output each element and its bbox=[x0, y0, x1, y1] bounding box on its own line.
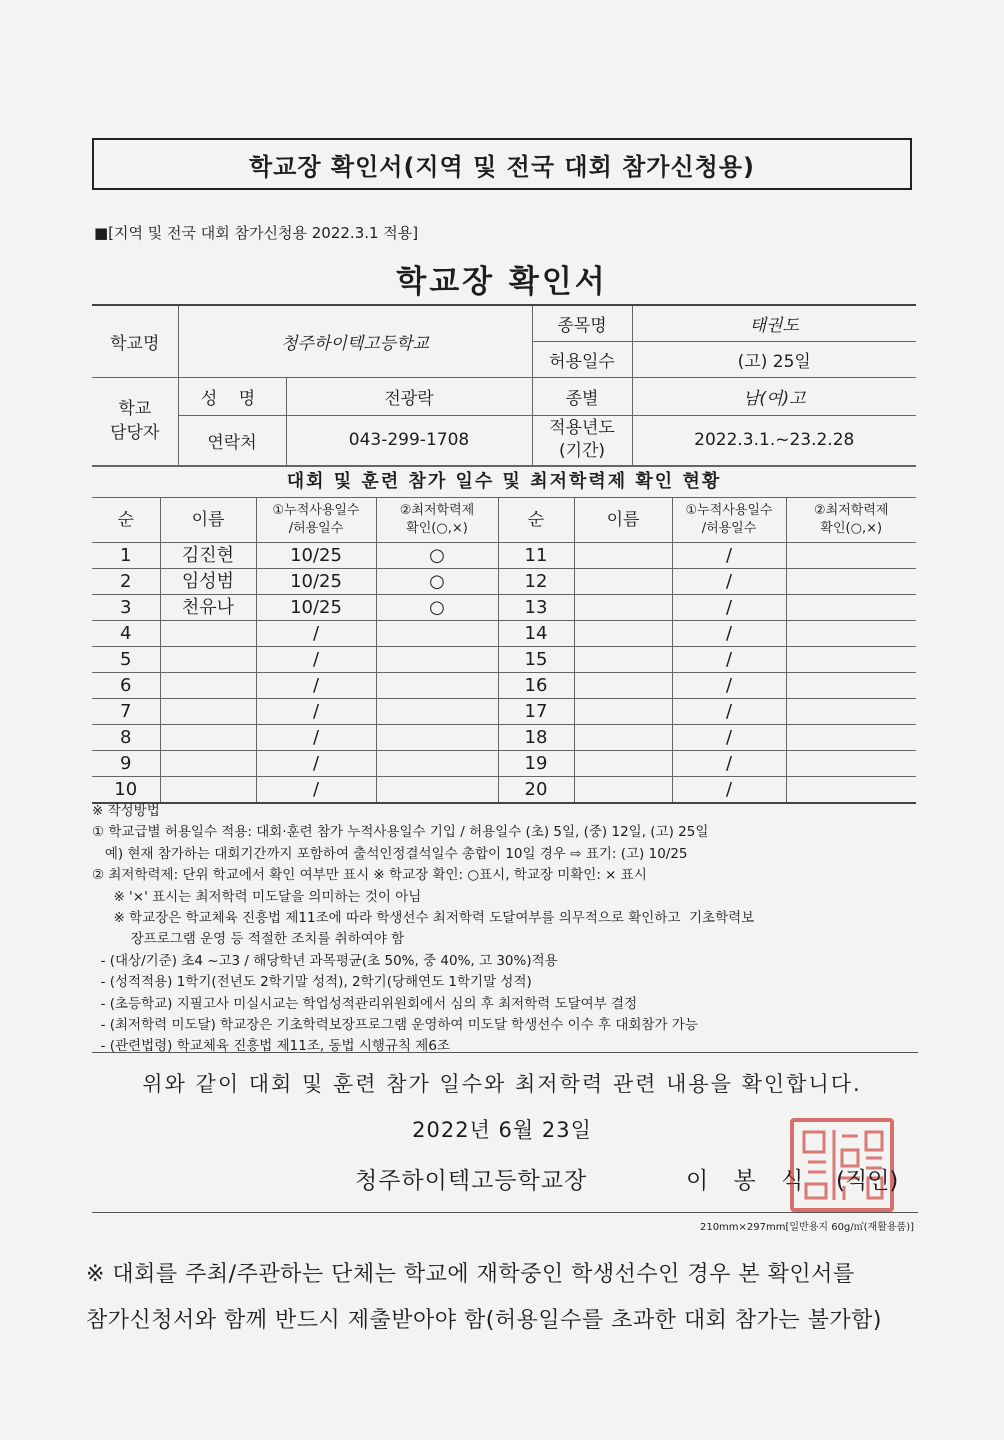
row-check bbox=[376, 751, 498, 777]
row-check: ○ bbox=[376, 595, 498, 621]
manager-name-label: 성 명 bbox=[178, 377, 286, 415]
row-no: 2 bbox=[92, 569, 160, 595]
row-check bbox=[376, 673, 498, 699]
row-days: / bbox=[256, 751, 376, 777]
instruction-line: - (성적적용) 1학기(전년도 2학기말 성적), 2학기(당해연도 1학기말 성적) bbox=[92, 974, 532, 991]
table-row bbox=[92, 673, 916, 699]
row-no: 11 bbox=[498, 543, 574, 569]
row-days: / bbox=[672, 647, 786, 673]
row-name bbox=[160, 647, 256, 673]
table-row bbox=[92, 569, 916, 595]
row-check: ○ bbox=[376, 569, 498, 595]
row-days: / bbox=[256, 777, 376, 804]
row-days: / bbox=[672, 673, 786, 699]
row-name: 김진현 bbox=[160, 543, 256, 569]
contact-label: 연락처 bbox=[178, 415, 286, 465]
table-row bbox=[92, 647, 916, 673]
seal-label: (직인) bbox=[836, 1168, 899, 1194]
row-days: / bbox=[672, 569, 786, 595]
col-days-header: ①누적사용일수 /허용일수 bbox=[256, 498, 376, 543]
sport-label: 종목명 bbox=[532, 305, 632, 341]
instruction-line: - (대상/기준) 초4 ~고3 / 해당학년 과목평균(초 50%, 중 40%, 고 30%)적용 bbox=[92, 952, 558, 969]
row-name: 천유나 bbox=[160, 595, 256, 621]
row-check bbox=[786, 777, 916, 804]
instruction-line: - (최저학력 미도달) 학교장은 기초학력보장프로그램 운영하여 미도달 학생선수 이수 후 대회참가 가능 bbox=[92, 1017, 698, 1034]
table-row bbox=[92, 543, 916, 569]
col-no-header: 순 bbox=[498, 498, 574, 543]
gender-value: 남(여)고 bbox=[632, 377, 916, 415]
manager-label: 학교 담당자 bbox=[92, 377, 178, 465]
col-no-header: 순 bbox=[92, 498, 160, 543]
principal-title: 청주하이텍고등학교장 bbox=[355, 1168, 588, 1194]
row-name bbox=[160, 621, 256, 647]
row-check bbox=[786, 673, 916, 699]
row-no: 9 bbox=[92, 751, 160, 777]
table-row bbox=[92, 751, 916, 777]
col-check-header: ②최저학력제 확인(○,×) bbox=[786, 498, 916, 543]
row-name: 임성범 bbox=[160, 569, 256, 595]
table-row bbox=[92, 699, 916, 725]
row-days: / bbox=[672, 595, 786, 621]
gender-label: 종별 bbox=[532, 377, 632, 415]
table-row bbox=[92, 725, 916, 751]
row-check bbox=[786, 699, 916, 725]
table-row bbox=[92, 777, 916, 804]
row-check bbox=[786, 751, 916, 777]
row-days: 10/25 bbox=[256, 595, 376, 621]
manager-name-value: 전광락 bbox=[286, 377, 532, 415]
row-days: / bbox=[256, 673, 376, 699]
row-check bbox=[786, 621, 916, 647]
row-check bbox=[376, 621, 498, 647]
row-no: 3 bbox=[92, 595, 160, 621]
row-no: 13 bbox=[498, 595, 574, 621]
row-name bbox=[574, 595, 672, 621]
row-name bbox=[574, 777, 672, 804]
school-name-label: 학교명 bbox=[92, 305, 178, 377]
row-name bbox=[574, 543, 672, 569]
row-no: 12 bbox=[498, 569, 574, 595]
row-check: ○ bbox=[376, 543, 498, 569]
row-check bbox=[376, 699, 498, 725]
row-no: 18 bbox=[498, 725, 574, 751]
principal-name: 이 봉 식 bbox=[686, 1168, 813, 1194]
form-subnote: ■[지역 및 전국 대회 참가신청용 2022.3.1 적용] bbox=[94, 224, 419, 242]
issue-date: 2022년 6월 23일 bbox=[412, 1118, 592, 1142]
row-days: / bbox=[256, 647, 376, 673]
row-no: 10 bbox=[92, 777, 160, 804]
row-days: / bbox=[256, 699, 376, 725]
row-check bbox=[786, 647, 916, 673]
paper-spec-note: 210mm×297mm[일반용지 60g/㎡(재활용품)] bbox=[699, 1222, 914, 1233]
row-check bbox=[786, 595, 916, 621]
row-check bbox=[786, 569, 916, 595]
row-no: 20 bbox=[498, 777, 574, 804]
col-check-header: ②최저학력제 확인(○,×) bbox=[376, 498, 498, 543]
school-info-table bbox=[92, 304, 916, 466]
period-label: 적용년도 (기간) bbox=[532, 415, 632, 465]
row-days: 10/25 bbox=[256, 543, 376, 569]
row-check bbox=[786, 725, 916, 751]
instruction-line: ② 최저학력제: 단위 학교에서 확인 여부만 표시 ※ 학교장 확인: ○표시, 학교장 미확인: × 표시 bbox=[92, 867, 647, 884]
table-row bbox=[92, 595, 916, 621]
row-no: 8 bbox=[92, 725, 160, 751]
row-days: / bbox=[672, 543, 786, 569]
row-name bbox=[574, 647, 672, 673]
writing-instructions bbox=[92, 801, 916, 1058]
row-name bbox=[574, 569, 672, 595]
allowed-days-label: 허용일수 bbox=[532, 341, 632, 377]
col-name-header: 이름 bbox=[160, 498, 256, 543]
header-title-box: 학교장 확인서(지역 및 전국 대회 참가신청용) bbox=[92, 138, 912, 190]
instruction-line: ① 학교급별 허용일수 적용: 대회·훈련 참가 누적사용일수 기입 / 허용일수 (초) 5일, (중) 12일, (고) 25일 bbox=[92, 824, 709, 841]
row-no: 7 bbox=[92, 699, 160, 725]
col-days-header: ①누적사용일수 /허용일수 bbox=[672, 498, 786, 543]
table-row bbox=[92, 621, 916, 647]
row-check bbox=[786, 543, 916, 569]
row-name bbox=[574, 751, 672, 777]
row-check bbox=[376, 725, 498, 751]
sport-value: 태권도 bbox=[632, 305, 916, 341]
row-days: / bbox=[256, 725, 376, 751]
row-name bbox=[574, 673, 672, 699]
instruction-line: ※ '×' 표시는 최저학력 미도달을 의미하는 것이 아님 bbox=[92, 888, 422, 905]
instruction-line: ※ 작성방법 bbox=[92, 803, 160, 819]
row-days: / bbox=[672, 699, 786, 725]
row-name bbox=[160, 725, 256, 751]
participation-status-table bbox=[92, 466, 916, 804]
row-name bbox=[574, 621, 672, 647]
row-no: 16 bbox=[498, 673, 574, 699]
confirmation-statement: 위와 같이 대회 및 훈련 참가 일수와 최저학력 관련 내용을 확인합니다. bbox=[142, 1072, 862, 1096]
row-no: 4 bbox=[92, 621, 160, 647]
row-name bbox=[160, 777, 256, 804]
row-days: / bbox=[256, 621, 376, 647]
period-value: 2022.3.1.~23.2.28 bbox=[632, 415, 916, 465]
divider bbox=[92, 1212, 918, 1213]
row-no: 19 bbox=[498, 751, 574, 777]
status-heading: 대회 및 훈련 참가 일수 및 최저학력제 확인 현황 bbox=[92, 467, 916, 498]
row-name bbox=[574, 725, 672, 751]
instruction-line: 장프로그램 운영 등 적절한 조치를 취하여야 함 bbox=[92, 931, 405, 948]
footer-note-line-1: ※ 대회를 주최/주관하는 단체는 학교에 재학중인 학생선수인 경우 본 확인서를 bbox=[86, 1262, 855, 1287]
row-no: 5 bbox=[92, 647, 160, 673]
row-no: 14 bbox=[498, 621, 574, 647]
instruction-line: - (관련법령) 학교체육 진흥법 제11조, 동법 시행규칙 제6조 bbox=[92, 1038, 450, 1055]
instruction-line: - (초등학교) 지필고사 미실시교는 학업성적관리위원회에서 심의 후 최저학력 도달여부 결정 bbox=[92, 995, 638, 1012]
row-no: 15 bbox=[498, 647, 574, 673]
divider bbox=[92, 1052, 918, 1053]
instruction-line: 예) 현재 참가하는 대회기간까지 포함하여 출석인정결석일수 총합이 10일 경우 ⇨ 표기: (고) 10/25 bbox=[92, 845, 688, 862]
row-days: 10/25 bbox=[256, 569, 376, 595]
document-title: 학교장 확인서 bbox=[396, 264, 608, 300]
row-name bbox=[160, 699, 256, 725]
row-days: / bbox=[672, 621, 786, 647]
row-name bbox=[160, 673, 256, 699]
allowed-days-value: (고) 25일 bbox=[632, 341, 916, 377]
row-no: 17 bbox=[498, 699, 574, 725]
col-name-header: 이름 bbox=[574, 498, 672, 543]
row-no: 6 bbox=[92, 673, 160, 699]
contact-value: 043-299-1708 bbox=[286, 415, 532, 465]
row-days: / bbox=[672, 777, 786, 804]
row-name bbox=[574, 699, 672, 725]
row-check bbox=[376, 647, 498, 673]
instruction-line: ※ 학교장은 학교체육 진흥법 제11조에 따라 학생선수 최저학력 도달여부를 의무적으로 확인하고 기초학력보 bbox=[92, 910, 755, 927]
row-name bbox=[160, 751, 256, 777]
school-name-value: 청주하이텍고등학교 bbox=[178, 305, 532, 377]
row-days: / bbox=[672, 751, 786, 777]
footer-note-line-2: 참가신청서와 함께 반드시 제출받아야 함(허용일수를 초과한 대회 참가는 불가함) bbox=[86, 1308, 882, 1333]
row-days: / bbox=[672, 725, 786, 751]
row-no: 1 bbox=[92, 543, 160, 569]
row-check bbox=[376, 777, 498, 804]
